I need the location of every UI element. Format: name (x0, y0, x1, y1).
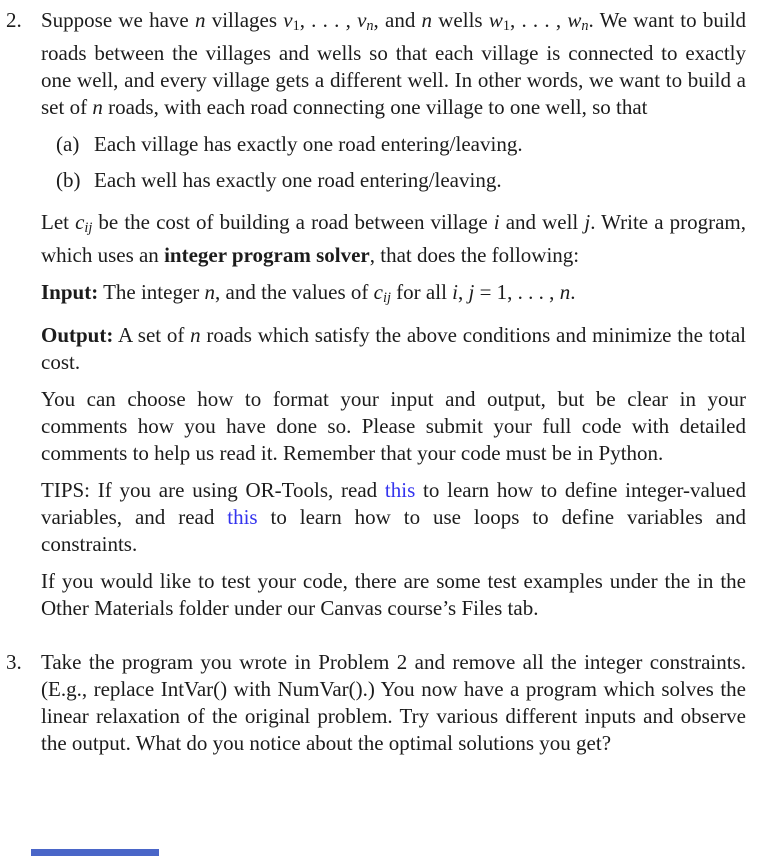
text-run: , and (373, 8, 422, 32)
text-run: 1 (502, 18, 510, 35)
problem-body (41, 649, 746, 767)
paragraph (41, 209, 746, 269)
list-item-label: (b) (56, 168, 81, 193)
text-run: Output: (41, 323, 114, 348)
text-run: Let (41, 210, 76, 235)
text-run: for all (390, 280, 453, 305)
text-run: i (452, 280, 458, 305)
text-run: to learn how to define integer-valued variables, and read (41, 478, 746, 530)
text-run: roads, with each road connecting one village to one well, so that (102, 95, 648, 120)
paragraph (41, 279, 746, 312)
paragraph (41, 386, 746, 467)
problem-body (41, 7, 746, 632)
text-run: j (584, 210, 591, 235)
list-item (56, 167, 746, 194)
text-run: Suppose we have (41, 8, 195, 32)
text-run: c (75, 210, 85, 235)
text-run: n (559, 280, 571, 305)
link-this[interactable]: this (384, 478, 416, 503)
text-run: , and the values of (215, 280, 374, 305)
text-run: w (488, 8, 503, 32)
list-item-text: Each village has exactly one road entering/leaving. (94, 132, 523, 157)
text-run: wells (432, 8, 489, 32)
list-item (56, 131, 746, 158)
text-run: , that does the following: (369, 243, 580, 268)
list-item-text: Each well has exactly one road entering/leaving. (94, 168, 502, 193)
text-run: = 1, . . . , (474, 280, 560, 305)
text-run: i (493, 210, 500, 235)
text-run: be the cost of building a road between village (92, 210, 494, 235)
text-run: ij (84, 220, 93, 237)
text-run: Input: (41, 280, 99, 305)
text-run: j (468, 280, 475, 305)
text-run: w (567, 8, 582, 32)
text-run: n (581, 18, 589, 35)
text-run: n (92, 95, 103, 120)
text-run: n (421, 8, 433, 32)
text-run: n (190, 323, 201, 348)
text-run: c (373, 280, 383, 305)
text-run: . We want to build roads between the villages and wells so that each village is connected to exactly one well, and every village gets a different well. In other words, we want to build a set of (41, 8, 747, 120)
text-run: to learn how to use loops to define variables and constraints. (41, 505, 746, 557)
text-run: ij (382, 290, 391, 307)
paragraph (41, 477, 746, 558)
text-run: . (570, 280, 576, 305)
text-run: n (194, 8, 206, 32)
text-run: The integer (98, 280, 205, 305)
text-run: Take the program you wrote in Problem 2 and remove all the integer constraints. (E.g., replace IntVar() with NumVar().) You now have a program which solves the linear relaxation of the original problem. Try various different inputs and observe the output. What do you notice about the optimal solutions you get? (41, 650, 746, 756)
text-run: , . . . , (509, 8, 568, 32)
problem-list (6, 7, 746, 767)
bottom-blue-strip (31, 849, 159, 856)
text-run: roads which satisfy the above conditions and minimize the total cost. (41, 323, 747, 375)
text-run: TIPS: If you are using OR-Tools, read (41, 478, 385, 503)
text-run: You can choose how to format your input and output, but be clear in your comments how you have done so. Please submit your full code with detailed comments to help us read it. Remember that your code must be in Python. (41, 387, 746, 466)
text-run: n (366, 18, 374, 35)
text-run: integer program solver (164, 243, 370, 268)
sub-list (56, 131, 746, 194)
text-run: villages (205, 8, 284, 32)
text-run: and well (499, 210, 585, 235)
problem-number: 2. (6, 8, 22, 32)
problem-item (6, 7, 746, 632)
paragraph (41, 7, 746, 121)
text-run: , . . . , (299, 8, 358, 32)
text-run: 1 (292, 18, 300, 35)
text-run: n (204, 280, 216, 305)
text-run: , (458, 280, 469, 305)
text-run: v (357, 8, 367, 32)
list-item-label: (a) (56, 132, 80, 157)
text-run: If you would like to test your code, there are some test examples under the in the Other Materials folder under our Canvas course’s Files tab. (41, 569, 746, 621)
problem-number: 3. (6, 650, 22, 675)
link-this[interactable]: this (227, 505, 258, 530)
text-run: . Write a program, which uses an (41, 210, 747, 268)
paragraph (41, 568, 746, 622)
text-run: A set of (113, 323, 191, 348)
paragraph (41, 322, 746, 376)
problem-item (6, 649, 746, 767)
paragraph (41, 649, 746, 757)
text-run: v (283, 8, 293, 32)
